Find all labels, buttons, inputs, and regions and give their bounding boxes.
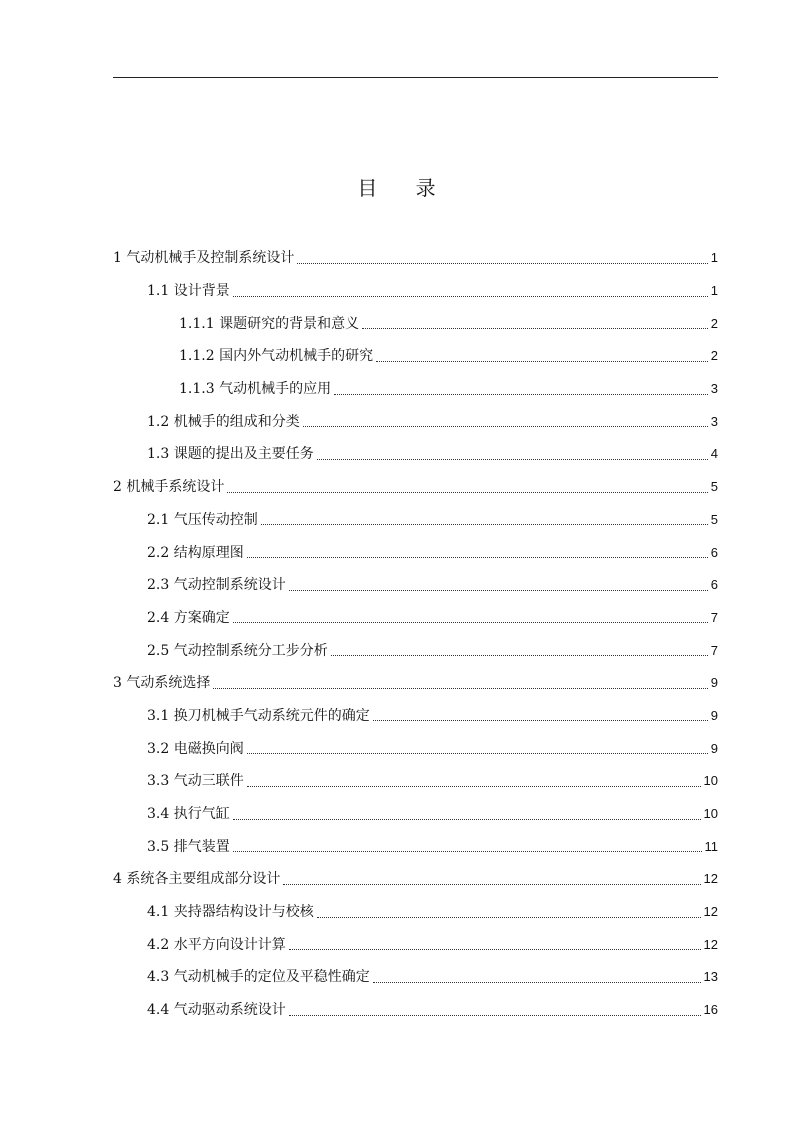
toc-entry-page-number: 3 — [710, 413, 718, 429]
toc-dot-leader — [283, 884, 700, 885]
toc-entry-page-number: 4 — [710, 446, 718, 462]
toc-entry-page-number: 2 — [710, 315, 718, 331]
page-title: 目 录 — [357, 176, 452, 200]
toc-dot-leader — [261, 524, 708, 525]
toc-entry-page-number: 10 — [703, 773, 718, 789]
toc-entry-page-number: 12 — [703, 871, 718, 887]
toc-entry-page-number: 6 — [710, 544, 718, 560]
toc-entry-page-number: 9 — [710, 707, 718, 723]
toc-entry[interactable] — [113, 504, 718, 537]
toc-entry[interactable] — [113, 765, 718, 798]
toc-entry-title: 2.1 气压传动控制 — [147, 511, 258, 528]
toc-dot-leader — [247, 557, 708, 558]
toc-dot-leader — [373, 982, 701, 983]
toc-dot-leader — [233, 819, 701, 820]
header-rule — [113, 77, 718, 78]
toc-entry-page-number: 1 — [710, 250, 718, 266]
toc-dot-leader — [317, 459, 708, 460]
toc-dot-leader — [289, 590, 708, 591]
toc-dot-leader — [233, 622, 708, 623]
toc-entry[interactable] — [113, 830, 718, 863]
toc-dot-leader — [362, 328, 708, 329]
toc-entry[interactable] — [113, 438, 718, 471]
toc-dot-leader — [247, 786, 701, 787]
toc-entry-page-number: 9 — [710, 675, 718, 691]
toc-entry[interactable] — [113, 667, 718, 700]
toc-entry[interactable] — [113, 405, 718, 438]
toc-entry-page-number: 7 — [710, 642, 718, 658]
toc-entry-page-number: 13 — [703, 969, 718, 985]
toc-entry-title: 2.4 方案确定 — [147, 609, 230, 626]
toc-entry-title: 4.3 气动机械手的定位及平稳性确定 — [147, 969, 370, 986]
toc-entry[interactable] — [113, 340, 718, 373]
toc-entry-page-number: 12 — [703, 904, 718, 920]
toc-entry-page-number: 3 — [710, 381, 718, 397]
toc-entry-title: 4.2 水平方向设计计算 — [147, 936, 286, 953]
toc-dot-leader — [297, 263, 707, 264]
toc-entry[interactable] — [113, 569, 718, 602]
toc-entry[interactable] — [113, 471, 718, 504]
toc-entry[interactable] — [113, 863, 718, 896]
toc-entry-page-number: 1 — [710, 283, 718, 299]
toc-entry-title: 3 气动系统选择 — [113, 675, 211, 692]
toc-entry[interactable] — [113, 634, 718, 667]
toc-entry-page-number: 5 — [710, 511, 718, 527]
toc-entry[interactable] — [113, 994, 718, 1027]
toc-entry-title: 1.2 机械手的组成和分类 — [147, 413, 300, 430]
toc-dot-leader — [289, 949, 701, 950]
toc-entry-title: 1.1.3 气动机械手的应用 — [179, 381, 332, 398]
toc-dot-leader — [373, 720, 708, 721]
toc-dot-leader — [303, 426, 708, 427]
toc-dot-leader — [331, 655, 708, 656]
toc-entry-page-number: 2 — [710, 348, 718, 364]
toc-entry-page-number: 12 — [703, 936, 718, 952]
toc-entry-title: 3.2 电磁换向阀 — [147, 740, 244, 757]
toc-entry[interactable] — [113, 602, 718, 635]
toc-entry-title: 1.1.1 课题研究的背景和意义 — [179, 315, 360, 332]
toc-entry[interactable] — [113, 961, 718, 994]
toc-dot-leader — [233, 296, 708, 297]
toc-entry-title: 3.3 气动三联件 — [147, 773, 244, 790]
toc-entry-title: 4 系统各主要组成部分设计 — [113, 871, 281, 888]
toc-entry-title: 2.5 气动控制系统分工步分析 — [147, 642, 328, 659]
toc-entry[interactable] — [113, 307, 718, 340]
toc-entry-title: 3.5 排气装置 — [147, 838, 230, 855]
toc-dot-leader — [213, 688, 707, 689]
toc-dot-leader — [289, 1015, 701, 1016]
toc-dot-leader — [317, 917, 701, 918]
toc-entry-page-number: 10 — [703, 806, 718, 822]
toc-entry[interactable] — [113, 373, 718, 406]
toc-entry-title: 1.1 设计背景 — [147, 283, 230, 300]
toc-entry[interactable] — [113, 700, 718, 733]
toc-dot-leader — [334, 394, 708, 395]
toc-entry-title: 1.3 课题的提出及主要任务 — [147, 446, 314, 463]
toc-entry[interactable] — [113, 928, 718, 961]
toc-entry-title: 3.1 换刀机械手气动系统元件的确定 — [147, 707, 370, 724]
toc-entry[interactable] — [113, 242, 718, 275]
toc-entry[interactable] — [113, 536, 718, 569]
toc-entry-title: 4.1 夹持器结构设计与校核 — [147, 904, 314, 921]
toc-entry[interactable] — [113, 798, 718, 831]
toc-dot-leader — [227, 492, 707, 493]
toc-entry[interactable] — [113, 275, 718, 308]
toc-entry-title: 2.3 气动控制系统设计 — [147, 577, 286, 594]
toc-entry-title: 1.1.2 国内外气动机械手的研究 — [179, 348, 374, 365]
toc-entry-page-number: 9 — [710, 740, 718, 756]
toc-entry-page-number: 7 — [710, 609, 718, 625]
toc-entry-title: 4.4 气动驱动系统设计 — [147, 1002, 286, 1019]
toc-entry-title: 1 气动机械手及控制系统设计 — [113, 250, 295, 267]
toc-entry-page-number: 11 — [704, 838, 718, 854]
toc-entry-title: 2.2 结构原理图 — [147, 544, 244, 561]
toc-entry[interactable] — [113, 732, 718, 765]
toc-entry-title: 3.4 执行气缸 — [147, 806, 230, 823]
toc-entry[interactable] — [113, 896, 718, 929]
toc-dot-leader — [247, 753, 708, 754]
toc-dot-leader — [376, 361, 708, 362]
toc-entry-page-number: 5 — [710, 479, 718, 495]
toc-entry-title: 2 机械手系统设计 — [113, 479, 225, 496]
toc-dot-leader — [233, 851, 702, 852]
toc-entry-page-number: 16 — [703, 1002, 718, 1018]
toc-entry-page-number: 6 — [710, 577, 718, 593]
table-of-contents — [113, 242, 718, 1027]
